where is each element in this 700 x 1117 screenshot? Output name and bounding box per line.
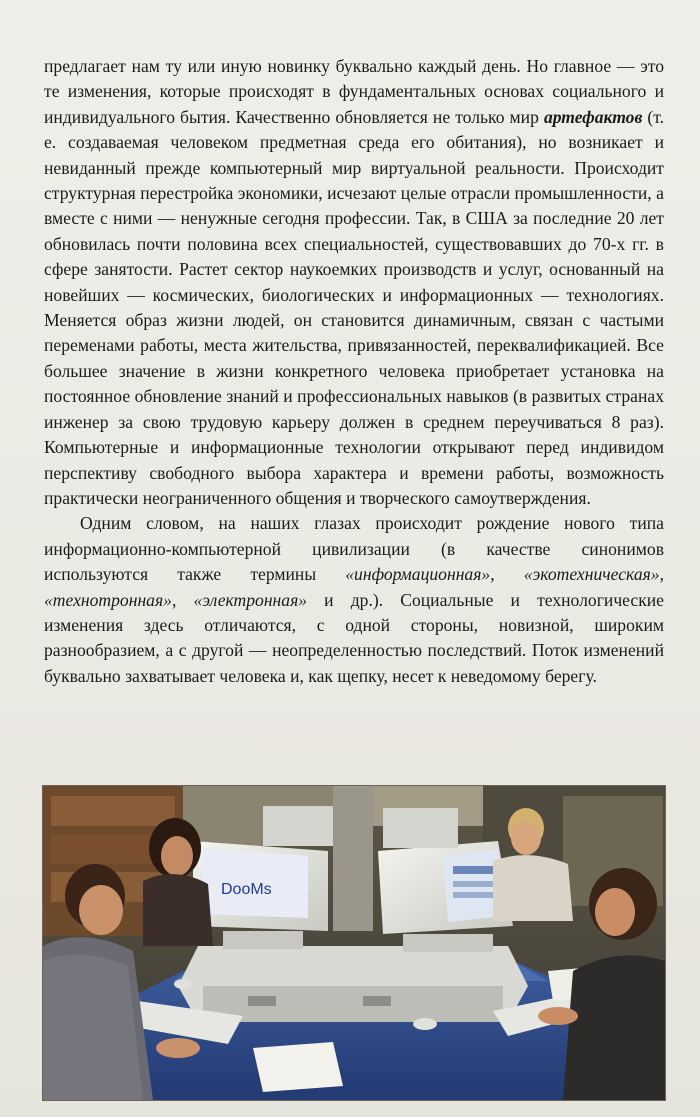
paragraph-2-text-b: и др.). Социальные и технологические изменения здесь отличаются, с одной стороны, новизной, широким разнообразием, а с другой — неопределенностью последствий. Поток изменений буквально захватывает человека и, как щепку, несет к неведомому берегу. (44, 589, 664, 686)
paragraph-2-text-a: Одним словом, на наших глазах происходит рождение нового типа информационно-компьютерной цивилизации (в качестве синонимов используются также термины (44, 513, 664, 585)
monitor-screen-text: DooMs (221, 881, 272, 898)
body-text (44, 54, 664, 689)
paragraph-2 (44, 511, 664, 689)
term-ecotechnical: «экотехническая» (523, 564, 660, 585)
paragraph-1-text-a: предлагает нам ту или иную новинку буквально каждый день. Но главное — это те изменения, которые происходят в фундаментальных основах социального и индивидуального бытия. Качественно обновляется не только мир (44, 56, 664, 127)
term-artefacts: артефактов (543, 106, 643, 127)
term-informational: «информационная» (345, 564, 491, 585)
separator: , (659, 564, 664, 585)
separator: , (490, 564, 524, 585)
term-technotronic: «технотронная» (44, 589, 172, 610)
separator: , (171, 589, 194, 610)
computer-lab-photo (42, 785, 666, 1101)
term-electronic: «электронная» (193, 589, 308, 610)
paragraph-1 (44, 54, 664, 511)
paragraph-1-text-b: (т. е. создаваемая человеком предметная среда его обитания), но возникает и невиданный прежде компьютерный мир виртуальной реальности. Происходит структурная перестройка экономики, исчезают целые отрасли промышленности, а вместе с ними — ненужные сегодня профессии. Так, в США за последние 20 лет обновилась почти половина всех специальностей, существовавших до 70-х гг. в сфере занятости. Растет сектор наукоемких производств и услуг, основанный на новейших — космических, биологических и информационных — технологиях. Меняется образ жизни людей, он становится динамичным, связан с частыми переменами работы, места жительства, привязанностей, переквалификацией. Все большее значение в жизни конкретного человека приобретает установка на постоянное обновление знаний и профессиональных навыков (в развитых странах инженер за свою трудовую карьеру должен в среднем переучиваться 8 раз). Компьютерные и информационные технологии открывают перед индивидом перспективу свободного выбора характера и времени работы, возможность практически неограниченного общения и творческого самоутверждения. (44, 106, 664, 508)
